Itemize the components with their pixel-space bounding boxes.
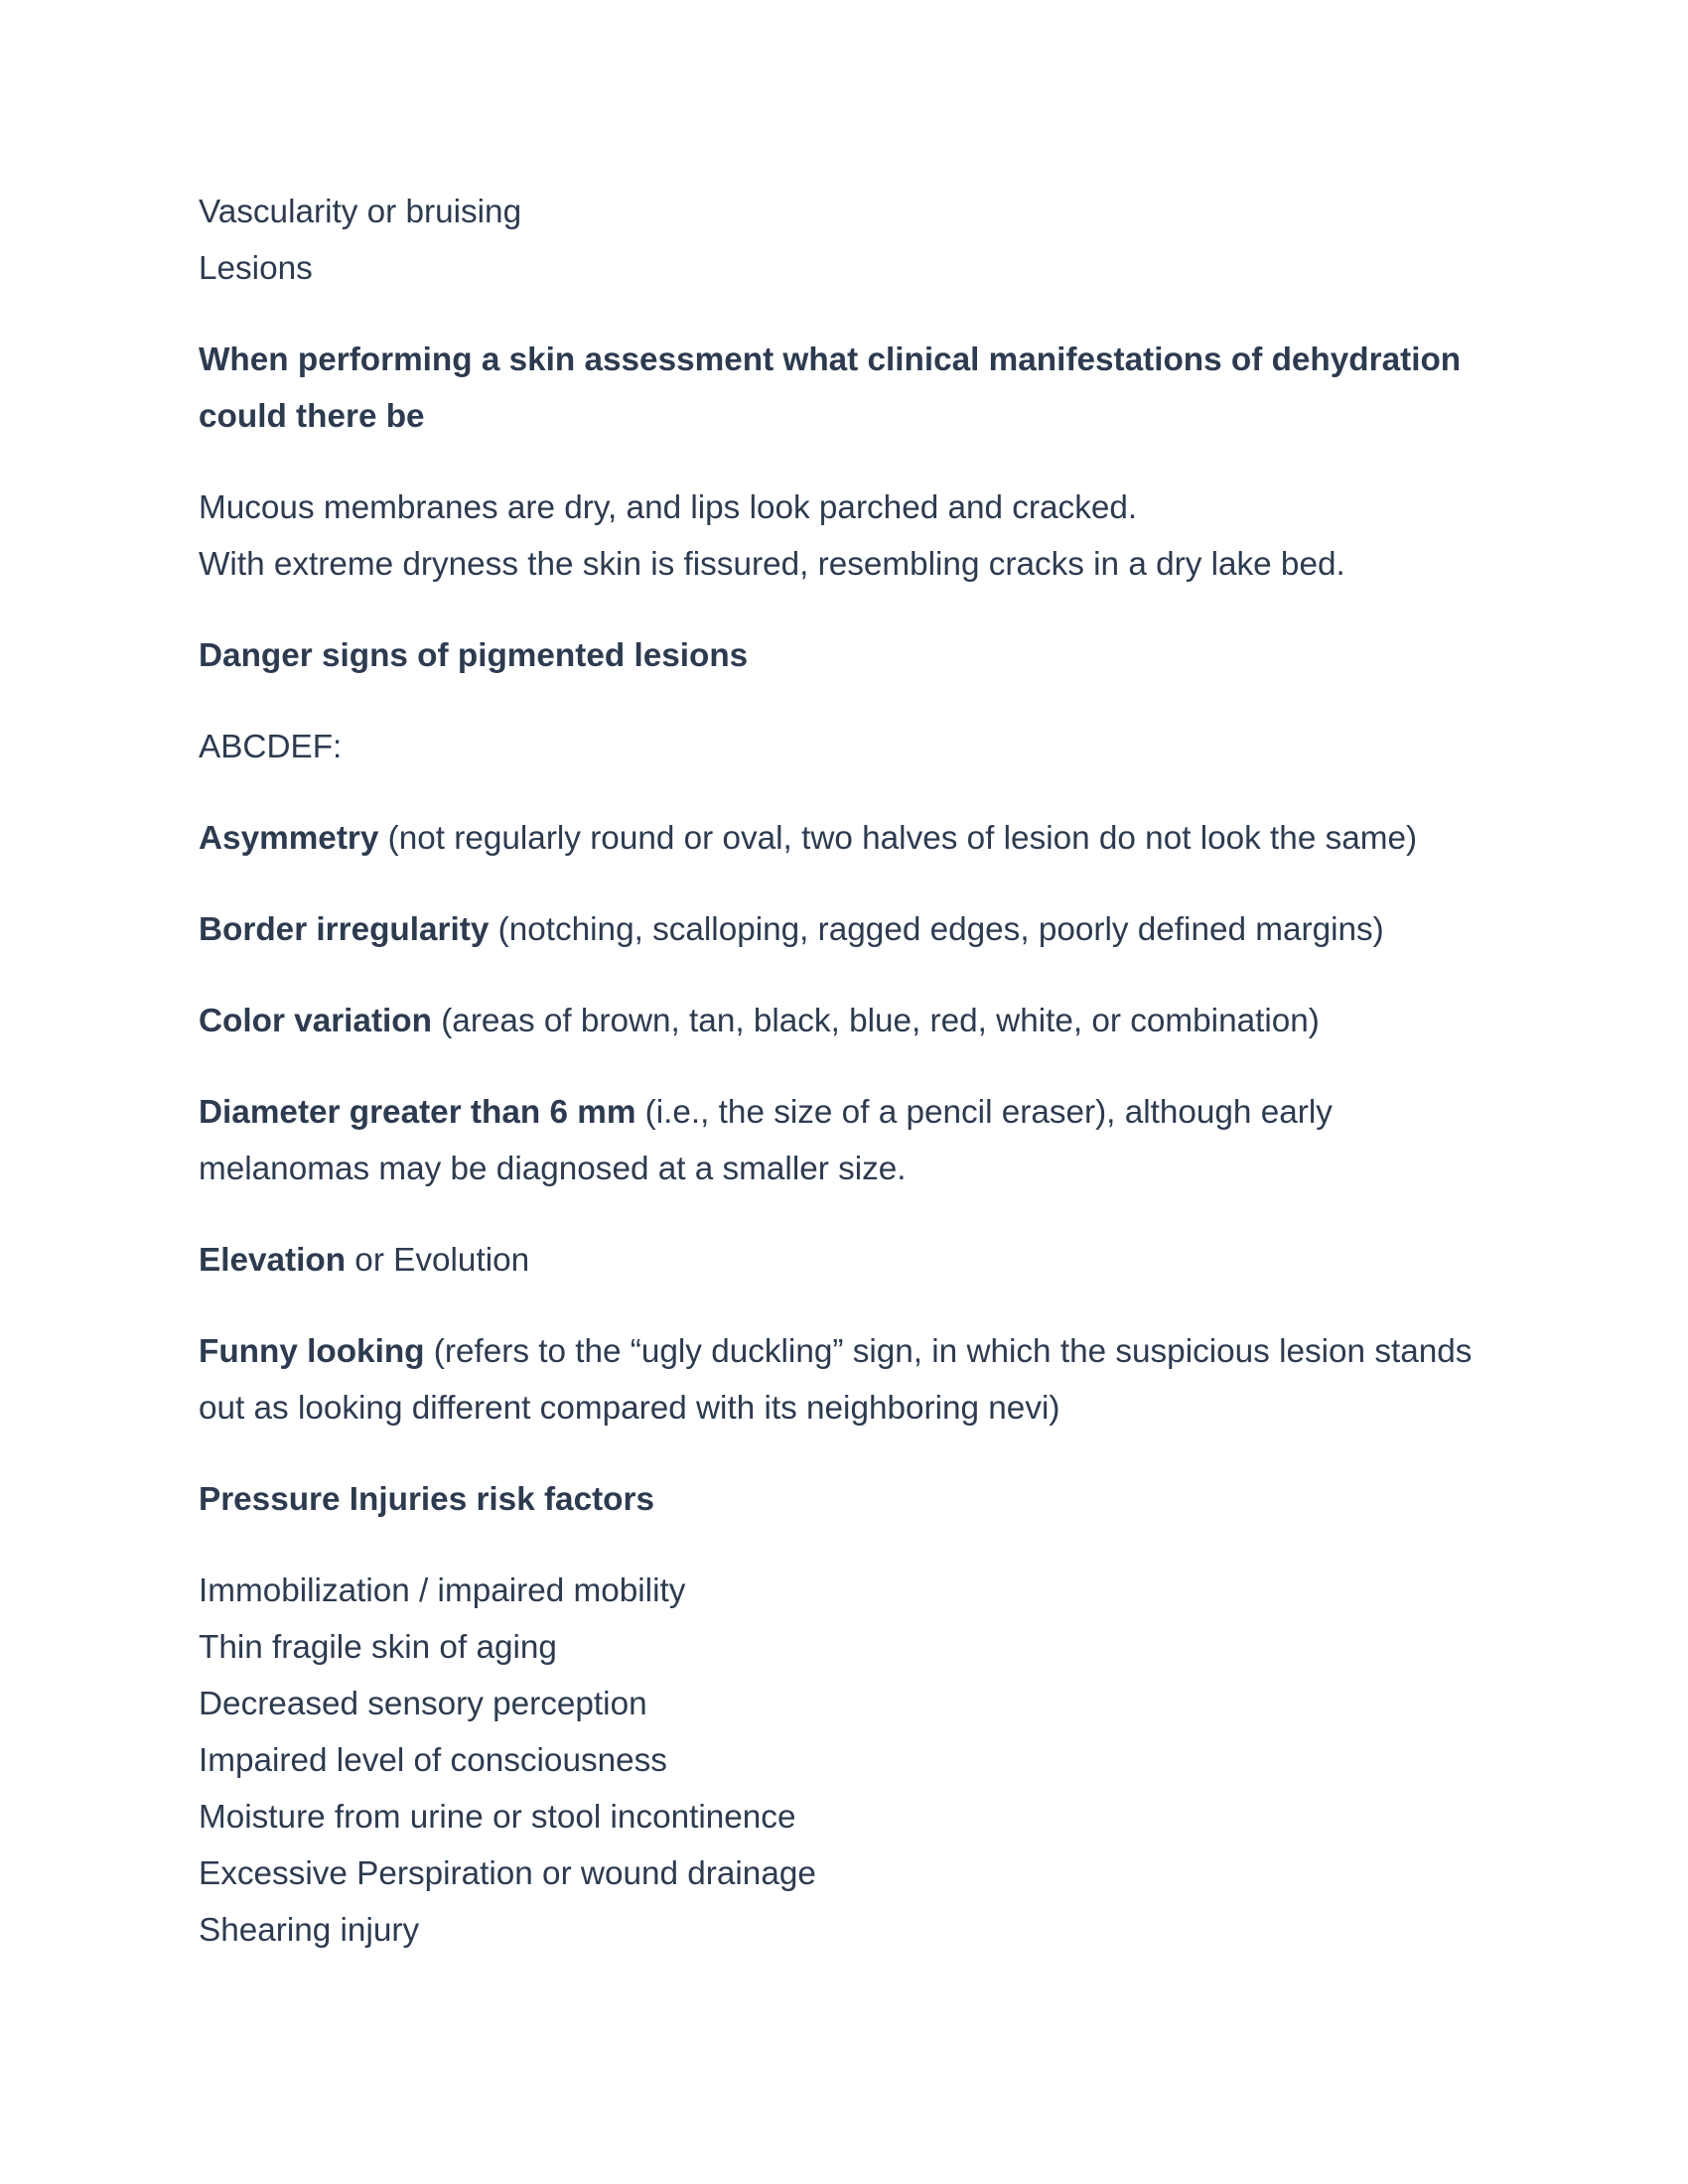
term-bold: Funny looking bbox=[199, 1333, 425, 1370]
definition-line bbox=[199, 901, 1489, 958]
text-line: Immobilization / impaired mobility bbox=[199, 1572, 686, 1609]
definition-line bbox=[199, 1084, 1489, 1197]
section-heading bbox=[199, 627, 1489, 684]
term-description: (i.e., the size of a pencil eraser), although early melanomas may be diagnosed at a smaller size. bbox=[199, 1094, 1333, 1187]
section-heading bbox=[199, 1471, 1489, 1528]
text-line: ABCDEF: bbox=[199, 729, 343, 765]
text-line: Lesions bbox=[199, 250, 313, 287]
definition-line bbox=[199, 810, 1489, 867]
text-line: Thin fragile skin of aging bbox=[199, 1629, 557, 1666]
text-line: Excessive Perspiration or wound drainage bbox=[199, 1855, 816, 1892]
term-description: (areas of brown, tan, black, blue, red, white, or combination) bbox=[431, 1003, 1320, 1039]
paragraph bbox=[199, 719, 1489, 775]
definition-line bbox=[199, 1323, 1489, 1436]
term-bold: Elevation bbox=[199, 1242, 347, 1279]
definition-line bbox=[199, 993, 1489, 1049]
term-bold: Diameter greater than 6 mm bbox=[199, 1094, 636, 1131]
term-bold: Asymmetry bbox=[199, 820, 379, 857]
paragraph bbox=[199, 479, 1489, 593]
section-heading bbox=[199, 332, 1489, 445]
text-line: With extreme dryness the skin is fissured, resembling cracks in a dry lake bed. bbox=[199, 546, 1345, 583]
term-bold: Color variation bbox=[199, 1003, 432, 1039]
text-line: Impaired level of consciousness bbox=[199, 1742, 667, 1779]
paragraph bbox=[199, 184, 1489, 297]
definition-line bbox=[199, 1232, 1489, 1289]
heading-text: Pressure Injuries risk factors bbox=[199, 1481, 654, 1518]
heading-text: When performing a skin assessment what clinical manifestations of dehydration could there be bbox=[199, 341, 1462, 435]
text-line: Mucous membranes are dry, and lips look parched and cracked. bbox=[199, 489, 1138, 526]
paragraph bbox=[199, 1563, 1489, 1959]
text-line: Vascularity or bruising bbox=[199, 194, 522, 230]
text-line: Moisture from urine or stool incontinence bbox=[199, 1799, 796, 1836]
text-line: Decreased sensory perception bbox=[199, 1686, 647, 1722]
term-description: (refers to the “ugly duckling” sign, in which the suspicious lesion stands out as looking different compared with its neighboring nevi) bbox=[199, 1333, 1473, 1427]
term-description: or Evolution bbox=[346, 1242, 530, 1279]
term-description: (notching, scalloping, ragged edges, poorly defined margins) bbox=[489, 911, 1384, 948]
text-line: Shearing injury bbox=[199, 1912, 420, 1949]
document-content bbox=[199, 184, 1489, 1959]
term-description: (not regularly round or oval, two halves of lesion do not look the same) bbox=[378, 820, 1418, 857]
heading-text: Danger signs of pigmented lesions bbox=[199, 637, 749, 674]
term-bold: Border irregularity bbox=[199, 911, 490, 948]
